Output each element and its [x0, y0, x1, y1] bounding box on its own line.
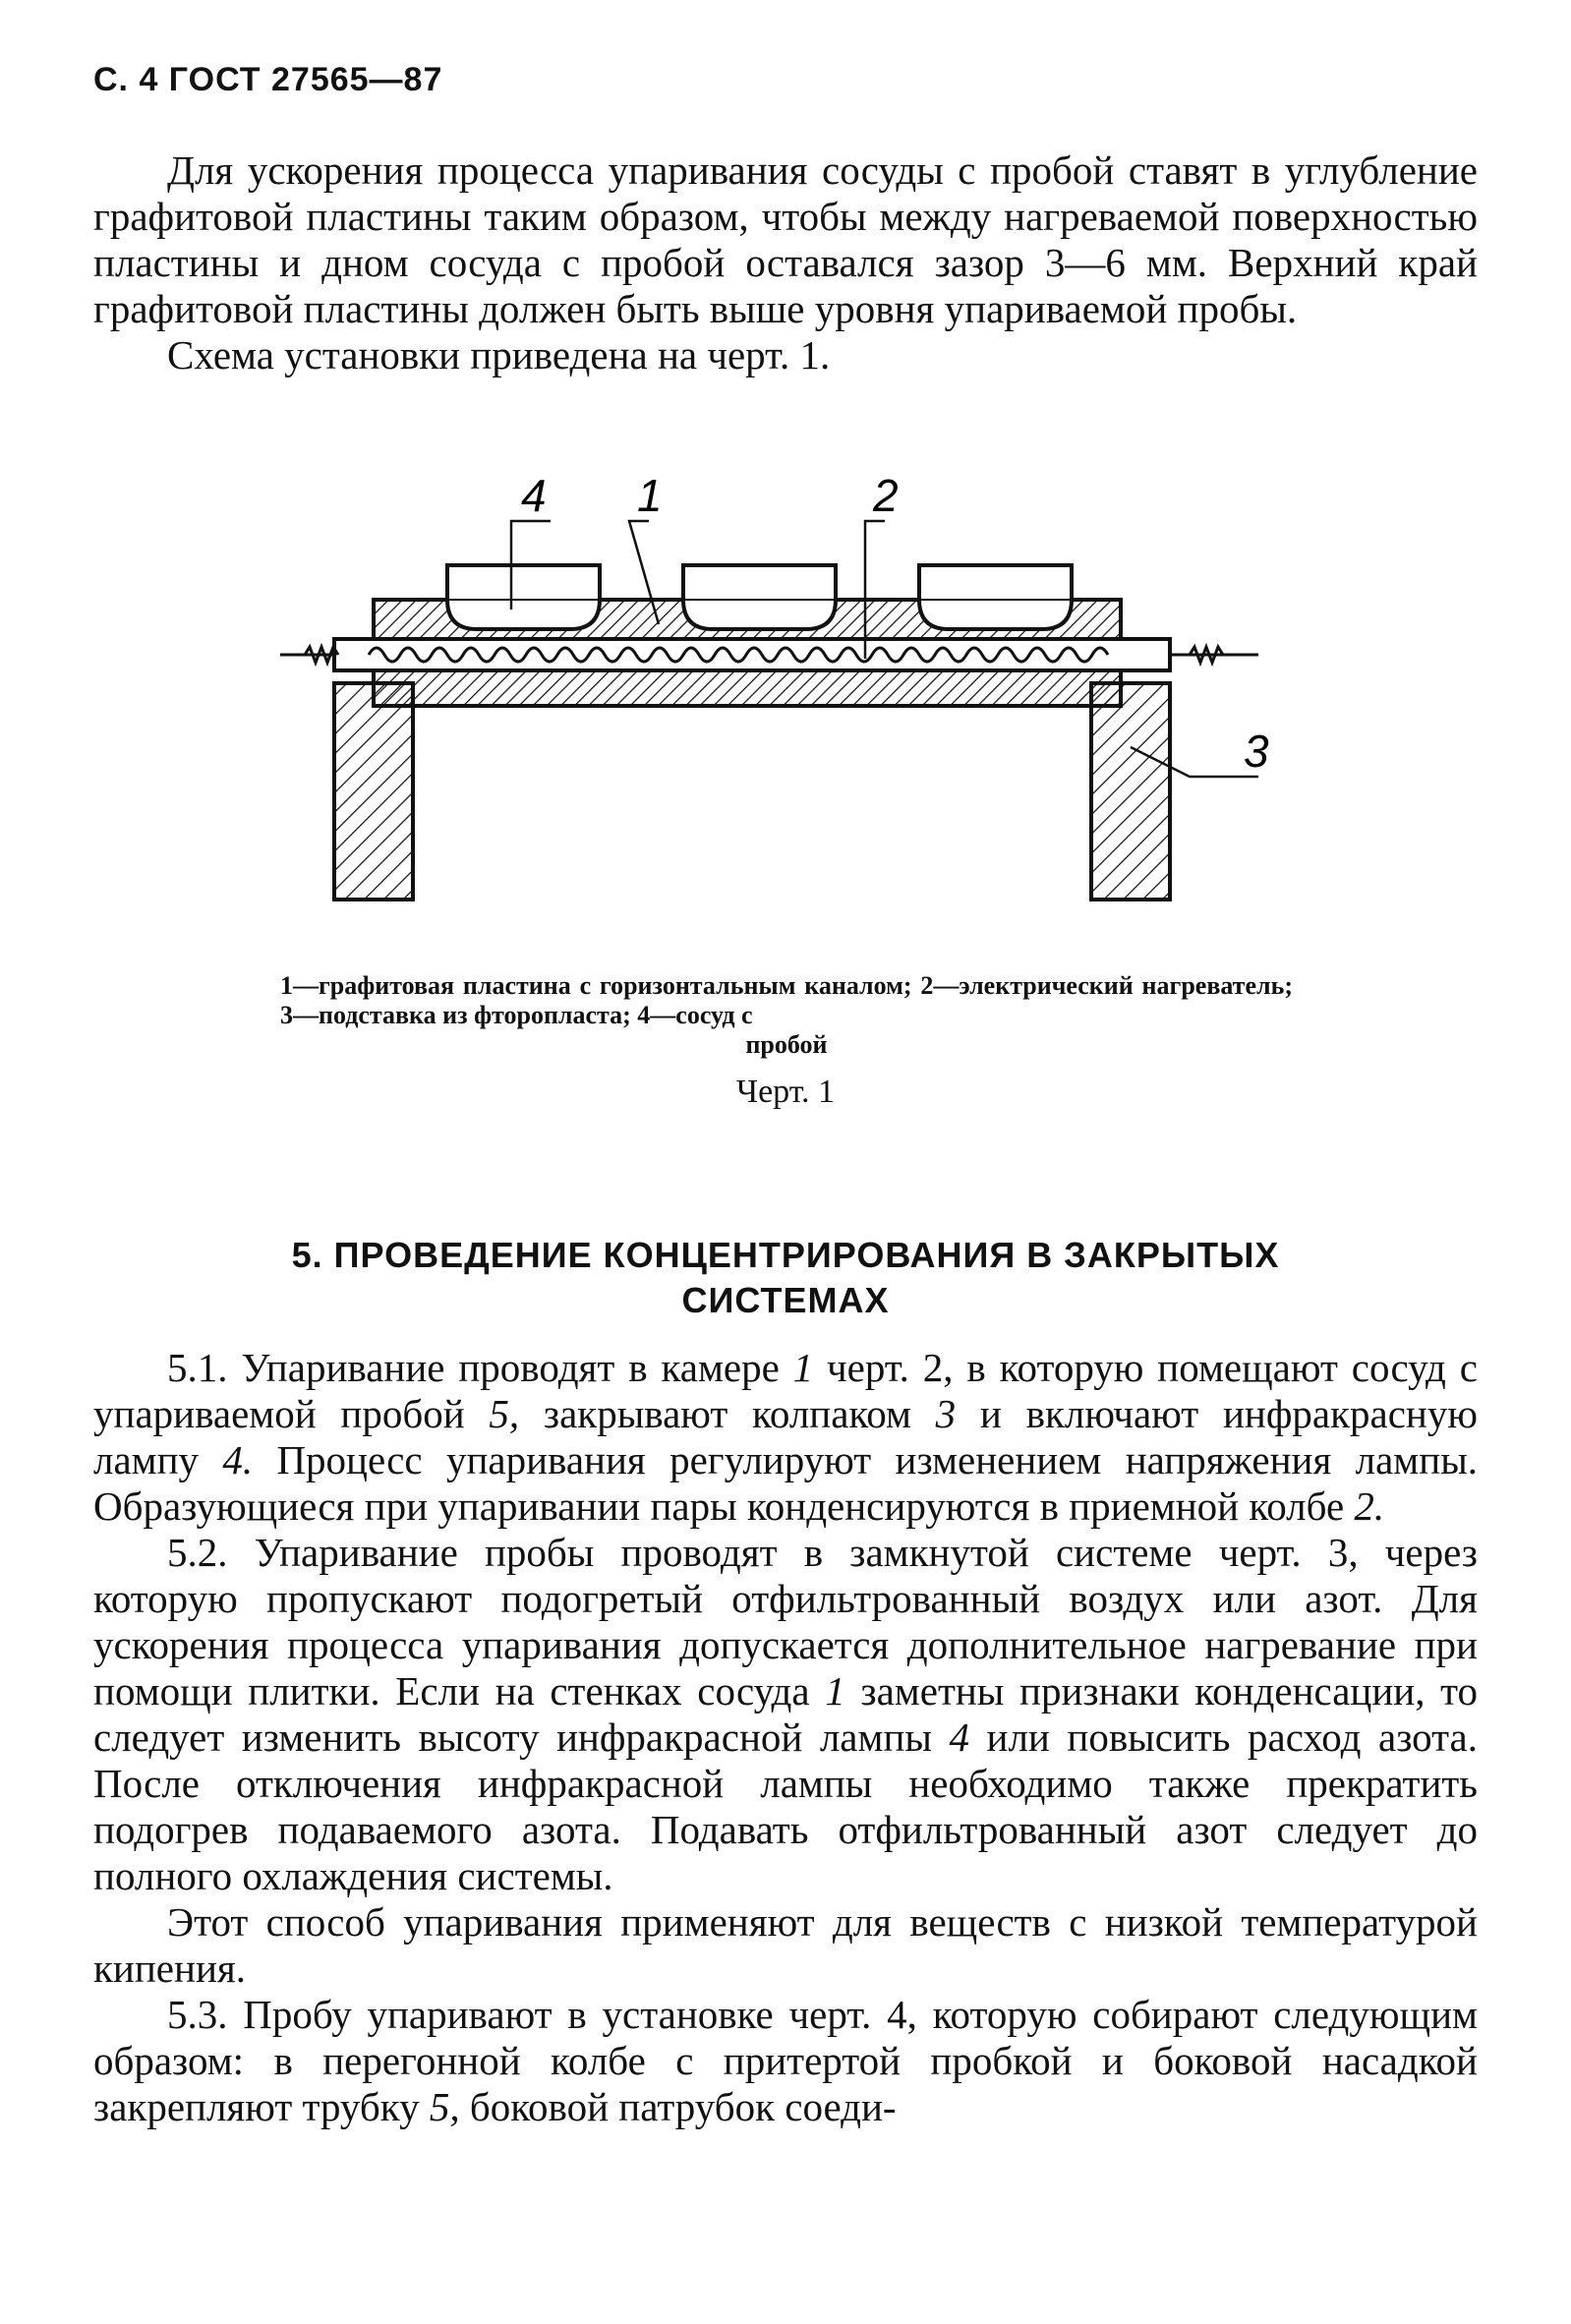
- apparatus-diagram: [275, 462, 1308, 973]
- caption-line-1: 1—графитовая пластина с горизонтальным каналом; 2—электрический нагреватель; 3—подставка из фторопласта; 4—сосуд с: [280, 971, 1293, 1029]
- text-run: 5.2. Упаривание пробы проводят в замкнутой системе черт. 3, через которую пропускают подогретый отфильтрованный воздух или азот. Для ускорения процесса упаривания допускается дополнительное нагревание при помощи плитки. Если на стенках сосуда: [93, 1530, 1478, 1714]
- ref-italic: 2.: [1354, 1483, 1385, 1529]
- vessel-2: [683, 565, 836, 629]
- ref-italic: 5,: [489, 1391, 520, 1436]
- paragraph-5-1: [93, 1345, 1478, 1530]
- section-body: [93, 1345, 1478, 2130]
- intro-paragraph-2: Схема установки приведена на черт. 1.: [167, 332, 831, 378]
- paragraph-5-3: [93, 1992, 1478, 2130]
- text-run: и включают инфракрасную лампу: [93, 1391, 1478, 1482]
- section-title-line-1: 5. ПРОВЕДЕНИЕ КОНЦЕНТРИРОВАНИЯ В ЗАКРЫТЫХ: [291, 1235, 1280, 1275]
- caption-line-2: пробой: [745, 1030, 828, 1059]
- text-run: закрывают колпаком: [519, 1391, 936, 1436]
- vessel-3: [919, 565, 1072, 629]
- paragraph-5-2: [93, 1530, 1478, 1899]
- section-title: [0, 1233, 1571, 1323]
- text-run: 5.3. Пробу упаривают в установке черт. 4, которую собирают следующим образом: в перегонной колбе с притертой пробкой и боковой насадкой закрепляют трубку: [93, 1992, 1478, 2129]
- ref-italic: 4.: [222, 1437, 254, 1482]
- intro-paragraph-1: Для ускорения процесса упаривания сосуды с пробой ставят в углубление графитовой пластины таким образом, чтобы между нагреваемой поверхностью пластины и дном сосуда с пробой оставался зазор 3—6 мм. Верхний край графитовой пластины должен быть выше уровня упариваемой пробы.: [93, 147, 1478, 331]
- figure-caption: [280, 971, 1293, 1060]
- paragraph-5-2-note: Этот способ упаривания применяют для веществ с низкой температурой кипения.: [93, 1899, 1478, 1991]
- label-3: 3: [1244, 726, 1269, 777]
- label-1: 1: [637, 470, 663, 521]
- page-header: С. 4 ГОСТ 27565—87: [93, 61, 443, 98]
- support-left: [334, 683, 413, 900]
- label-2: 2: [873, 470, 899, 521]
- text-run: Процесс упаривания регулируют изменением напряжения лампы. Образующиеся при упаривании пары конденсируются в приемной колбе: [93, 1437, 1478, 1529]
- label-4: 4: [521, 470, 547, 521]
- figure-name: Черт. 1: [735, 1074, 836, 1110]
- text-run: заметны признаки конденсации, то следует изменить высоту инфракрасной лампы: [93, 1668, 1478, 1760]
- ref-italic: 3: [935, 1391, 957, 1436]
- text-run: 5.1. Упаривание проводят в камере: [167, 1345, 793, 1390]
- text-run: черт. 2, в которую помещают сосуд с упариваемой пробой: [93, 1345, 1478, 1436]
- ref-italic: 1: [825, 1668, 845, 1714]
- support-right: [1091, 683, 1170, 900]
- ref-italic: 5,: [429, 2084, 460, 2129]
- text-run: или повысить расход азота. После отключения инфракрасной лампы необходимо также прекратить подогрев подаваемого азота. Подавать отфильтрованный азот следует до полного охлаждения системы.: [93, 1714, 1478, 1898]
- text-run: боковой патрубок соеди-: [459, 2084, 897, 2129]
- ref-italic: 4: [949, 1714, 969, 1760]
- ref-italic: 1: [792, 1345, 814, 1390]
- vessel-1: [447, 565, 600, 629]
- graphite-plate-bottom: [374, 668, 1121, 706]
- section-title-line-2: СИСТЕМАХ: [681, 1280, 890, 1320]
- intro-text: [93, 147, 1478, 378]
